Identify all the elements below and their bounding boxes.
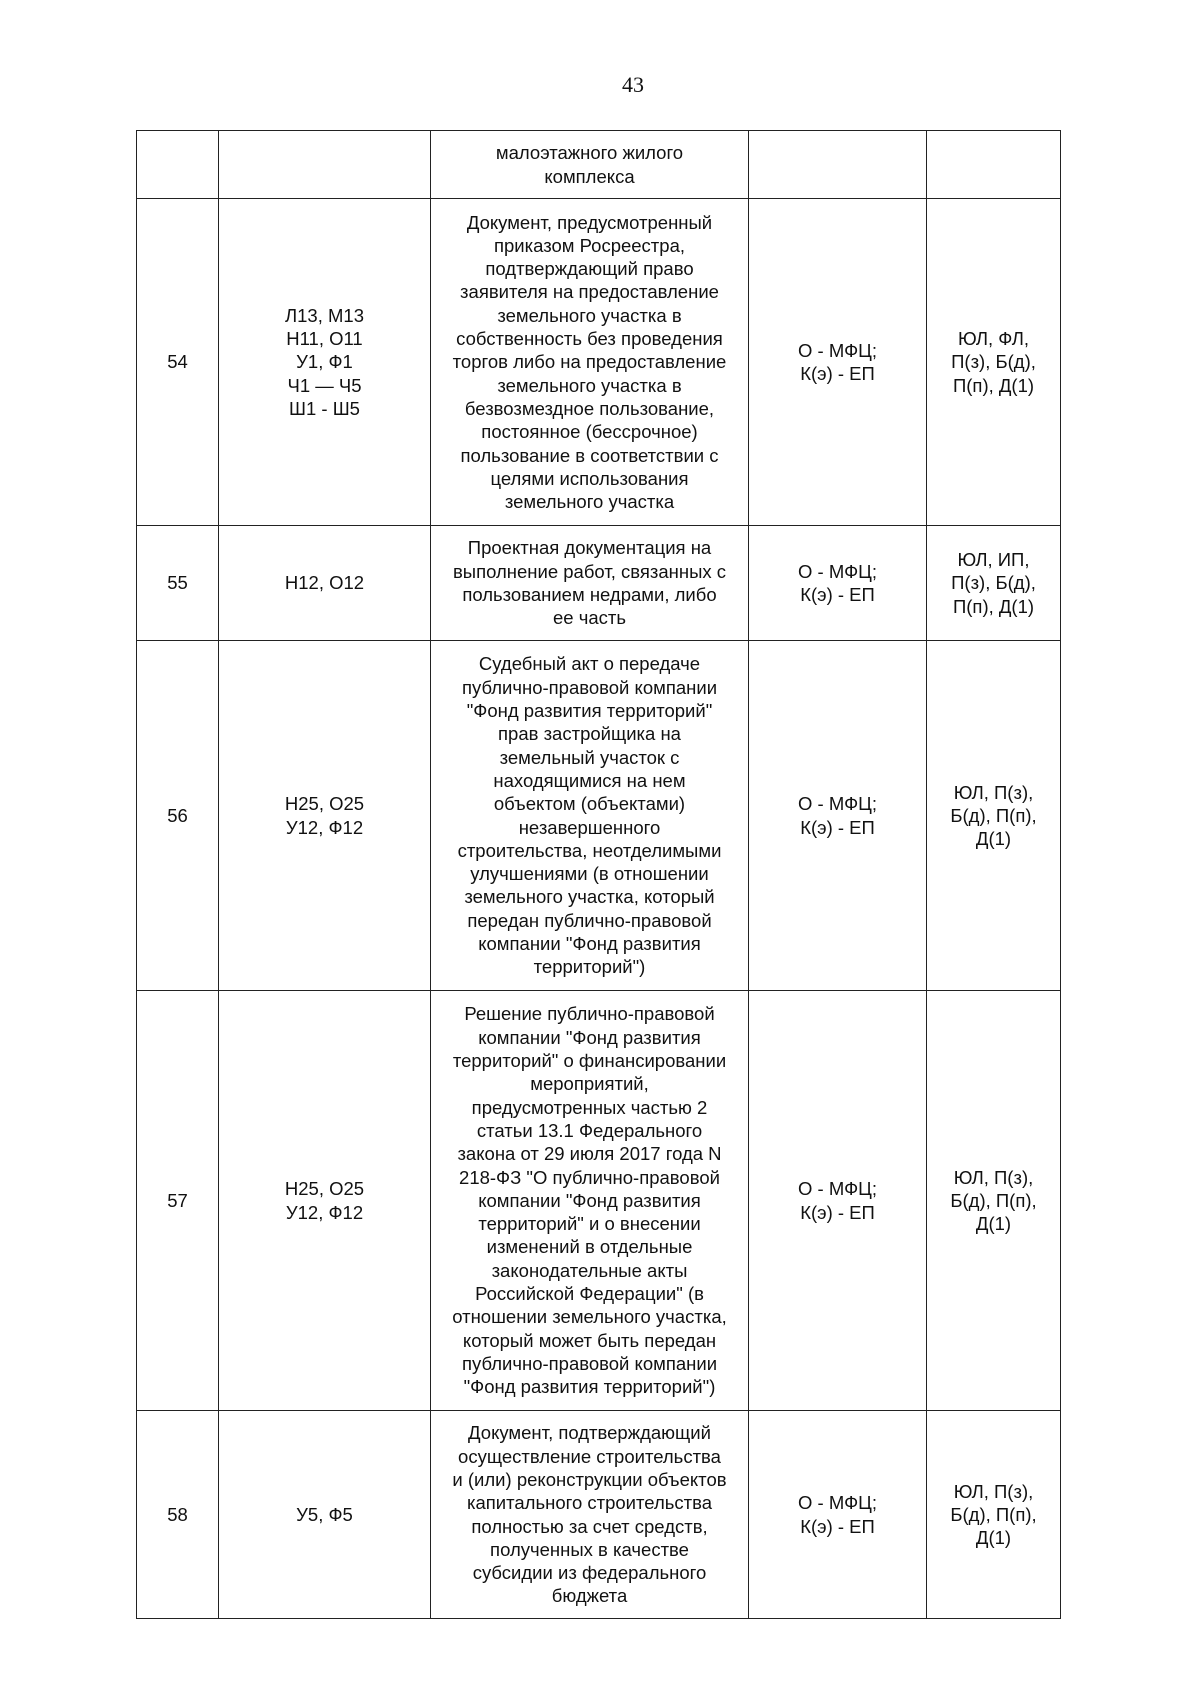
codes-cell: Л13, М13 Н11, О11 У1, Ф1 Ч1 — Ч5 Ш1 - Ш5 [219, 199, 431, 526]
codes-cell [219, 131, 431, 199]
table-row [137, 641, 1061, 991]
method-cell: О - МФЦ; К(э) - ЕП [749, 991, 927, 1411]
codes-cell: Н12, О12 [219, 526, 431, 641]
table-row [137, 199, 1061, 526]
applicants-cell [927, 131, 1061, 199]
table-row [137, 1411, 1061, 1619]
applicants-cell: ЮЛ, П(з), Б(д), П(п), Д(1) [927, 991, 1061, 1411]
documents-table [136, 130, 1061, 1619]
row-number-cell: 55 [137, 526, 219, 641]
document-cell: Судебный акт о передаче публично-правовой компании "Фонд развития территорий" прав застройщика на земельный участок с находящимися на нем объектом (объектами) незавершенного строительства, неотделимыми улучшениями (в отношении земельного участка, который передан публично-правовой компании "Фонд развития территорий") [431, 641, 749, 991]
table-row [137, 131, 1061, 199]
codes-cell: Н25, О25 У12, Ф12 [219, 991, 431, 1411]
applicants-cell: ЮЛ, П(з), Б(д), П(п), Д(1) [927, 1411, 1061, 1619]
method-cell [749, 131, 927, 199]
page-number: 43 [622, 72, 644, 97]
document-cell: Документ, предусмотренный приказом Росреестра, подтверждающий право заявителя на предоставление земельного участка в собственность без проведения торгов либо на предоставление земельного участка в безвозмездное пользование, постоянное (бессрочное) пользование в соответствии с целями использования земельного участка [431, 199, 749, 526]
codes-cell: Н25, О25 У12, Ф12 [219, 641, 431, 991]
document-cell: Проектная документация на выполнение работ, связанных с пользованием недрами, либо ее часть [431, 526, 749, 641]
row-number-cell: 54 [137, 199, 219, 526]
table-row [137, 991, 1061, 1411]
method-cell: О - МФЦ; К(э) - ЕП [749, 641, 927, 991]
document-cell: Документ, подтверждающий осуществление строительства и (или) реконструкции объектов капитального строительства полностью за счет средств, полученных в качестве субсидии из федерального бюджета [431, 1411, 749, 1619]
method-cell: О - МФЦ; К(э) - ЕП [749, 199, 927, 526]
codes-cell: У5, Ф5 [219, 1411, 431, 1619]
applicants-cell: ЮЛ, ФЛ, П(з), Б(д), П(п), Д(1) [927, 199, 1061, 526]
row-number-cell: 58 [137, 1411, 219, 1619]
document-cell: малоэтажного жилого комплекса [431, 131, 749, 199]
applicants-cell: ЮЛ, ИП, П(з), Б(д), П(п), Д(1) [927, 526, 1061, 641]
row-number-cell [137, 131, 219, 199]
row-number-cell: 57 [137, 991, 219, 1411]
table-row [137, 526, 1061, 641]
method-cell: О - МФЦ; К(э) - ЕП [749, 526, 927, 641]
document-cell: Решение публично-правовой компании "Фонд развития территорий" о финансировании мероприятий, предусмотренных частью 2 статьи 13.1 Федерального закона от 29 июля 2017 года N 218-ФЗ "О публично-правовой компании "Фонд развития территорий" и о внесении изменений в отдельные законодательные акты Российской Федерации" (в отношении земельного участка, который может быть передан публично-правовой компании "Фонд развития территорий") [431, 991, 749, 1411]
applicants-cell: ЮЛ, П(з), Б(д), П(п), Д(1) [927, 641, 1061, 991]
row-number-cell: 56 [137, 641, 219, 991]
method-cell: О - МФЦ; К(э) - ЕП [749, 1411, 927, 1619]
